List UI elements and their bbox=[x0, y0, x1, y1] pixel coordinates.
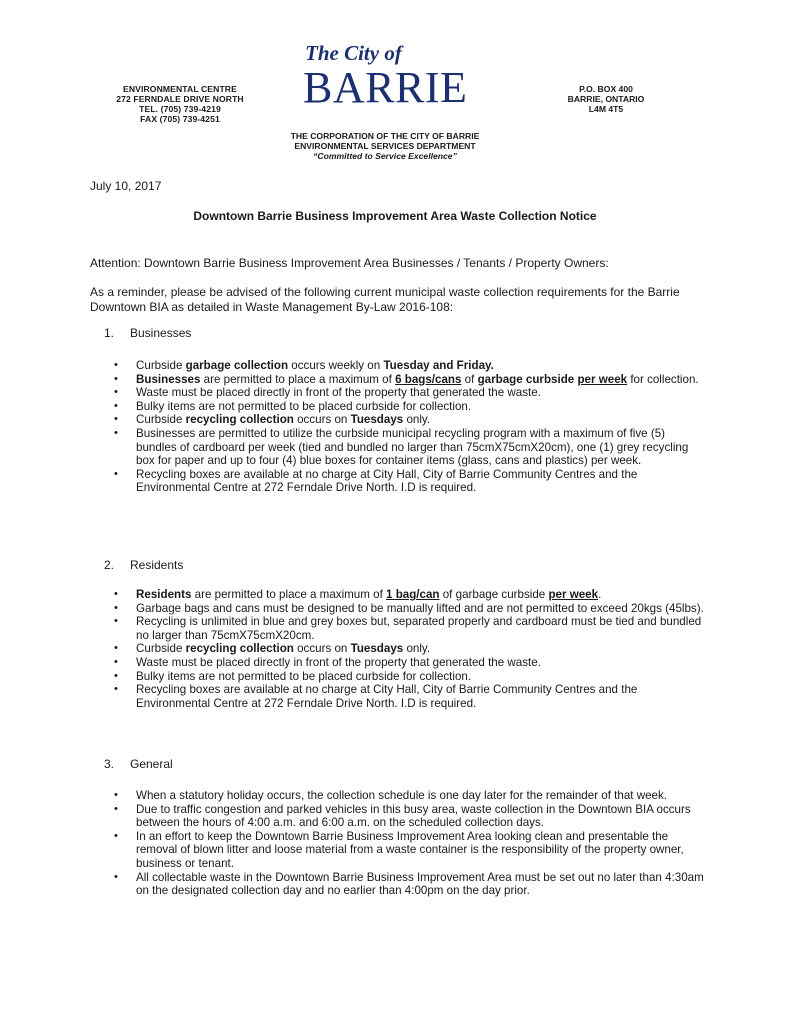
logo-the-city-of: The City of bbox=[305, 41, 402, 65]
list-item-text: All collectable waste in the Downtown Barrie Business Improvement Area must be set out no later than 4:30am on the designated collection day and no earlier than 4:00pm on the day prior. bbox=[136, 870, 704, 898]
list-item bbox=[114, 642, 704, 656]
list-item-text: Bulky items are not permitted to be placed curbside for collection. bbox=[136, 399, 472, 413]
list-item bbox=[114, 602, 704, 616]
list-item bbox=[114, 468, 704, 495]
list-item-text: . bbox=[598, 588, 602, 601]
bullet-glyph: • bbox=[114, 802, 118, 815]
list-item bbox=[114, 656, 704, 670]
address-line: ENVIRONMENTAL CENTRE bbox=[123, 84, 237, 94]
list-item bbox=[114, 803, 704, 830]
bullet-glyph: • bbox=[114, 386, 118, 399]
list-item-text: are permitted to place a maximum of bbox=[200, 372, 396, 386]
section-number: 3. bbox=[104, 757, 115, 771]
list-item bbox=[114, 830, 704, 871]
po-box-address bbox=[548, 84, 664, 114]
businesses-list bbox=[114, 359, 704, 495]
list-item-text: Tuesdays bbox=[350, 642, 404, 656]
list-item bbox=[114, 683, 704, 710]
address-line: P.O. BOX 400 bbox=[579, 84, 633, 94]
bullet-glyph: • bbox=[114, 413, 118, 426]
section-heading bbox=[104, 558, 183, 572]
logo-barrie: BARRIE bbox=[303, 63, 468, 112]
address-line: TEL. (705) 739-4219 bbox=[139, 104, 221, 114]
list-item bbox=[114, 588, 704, 602]
list-item-text: Businesses are permitted to utilize the curbside municipal recycling program with a maximum of five (5) bundles of cardboard per week (tied and bundled no larger than 75cmX75cmX20cm), one (1) grey recycling box for paper and up to four (4) blue boxes for container items (glass, cans and plastics) per week. bbox=[136, 426, 689, 468]
list-item-text: Waste must be placed directly in front of the property that generated the waste. bbox=[136, 386, 541, 400]
list-item bbox=[114, 400, 704, 414]
section-heading bbox=[104, 326, 191, 340]
list-item-text: Recycling boxes are available at no charge at City Hall, City of Barrie Community Centres and the Environmental Centre at 272 Ferndale Drive North. I.D is required. bbox=[136, 683, 638, 710]
list-item bbox=[114, 413, 704, 427]
notice-title: Downtown Barrie Business Improvement Area Waste Collection Notice bbox=[193, 209, 597, 223]
list-item-text: only. bbox=[403, 642, 431, 656]
list-item-text: 1 bag/can bbox=[386, 588, 440, 601]
residents-list bbox=[114, 588, 704, 710]
list-item-text: Curbside bbox=[136, 642, 186, 656]
section-title: General bbox=[130, 757, 173, 771]
list-item-text: Businesses bbox=[136, 372, 201, 386]
list-item bbox=[114, 789, 704, 803]
corporation-line: THE CORPORATION OF THE CITY OF BARRIE bbox=[290, 131, 480, 141]
bullet-glyph: • bbox=[114, 467, 118, 480]
list-item-text: Waste must be placed directly in front of the property that generated the waste. bbox=[136, 655, 541, 669]
list-item-text: Curbside bbox=[136, 413, 186, 427]
list-item-text: Residents bbox=[136, 588, 192, 601]
address-line: L4M 4T5 bbox=[588, 104, 624, 114]
list-item-text: recycling collection bbox=[185, 642, 294, 656]
motto: “Committed to Service Excellence” bbox=[313, 151, 457, 161]
bullet-glyph: • bbox=[114, 669, 118, 682]
section-title: Residents bbox=[130, 558, 184, 572]
section-number: 2. bbox=[104, 558, 115, 572]
bullet-glyph: • bbox=[114, 601, 118, 614]
list-item-text: Recycling boxes are available at no charge at City Hall, City of Barrie Community Centres and the Environmental Centre at 272 Ferndale Drive North. I.D is required. bbox=[136, 467, 638, 495]
intro-paragraph: As a reminder, please be advised of the following current municipal waste collection requirements for the Barrie Downtown BIA as detailed in Waste Management By-Law 2016-108: bbox=[90, 285, 680, 314]
list-item-text: Due to traffic congestion and parked vehicles in this busy area, waste collection in the Downtown BIA occurs between the hours of 4:00 a.m. and 6:00 a.m. on the scheduled collection days. bbox=[136, 802, 691, 830]
bullet-glyph: • bbox=[114, 655, 118, 668]
list-item-text: recycling collection bbox=[185, 413, 294, 427]
department-heading bbox=[250, 131, 520, 161]
list-item-text: Bulky items are not permitted to be placed curbside for collection. bbox=[136, 669, 472, 683]
list-item-text: only. bbox=[403, 413, 431, 427]
list-item-text: When a statutory holiday occurs, the collection schedule is one day later for the remainder of that week. bbox=[136, 789, 668, 802]
bullet-glyph: • bbox=[114, 789, 118, 801]
bullet-glyph: • bbox=[114, 870, 118, 883]
bullet-glyph: • bbox=[114, 829, 118, 842]
list-item bbox=[114, 386, 704, 400]
list-item bbox=[114, 615, 704, 642]
list-item bbox=[114, 427, 704, 468]
list-item-text: Curbside bbox=[136, 359, 186, 372]
list-item-text: of garbage curbside bbox=[439, 588, 549, 601]
list-item-text: are permitted to place a maximum of bbox=[191, 588, 387, 601]
list-item bbox=[114, 871, 704, 898]
section-title: Businesses bbox=[130, 326, 192, 340]
attention-line: Attention: Downtown Barrie Business Improvement Area Businesses / Tenants / Property Owners: bbox=[90, 256, 609, 270]
list-item-text: garbage curbside bbox=[477, 372, 575, 386]
address-line: FAX (705) 739-4251 bbox=[140, 114, 220, 124]
bullet-glyph: • bbox=[114, 372, 118, 385]
general-list bbox=[114, 789, 704, 898]
address-line: 272 FERNDALE DRIVE NORTH bbox=[116, 94, 244, 104]
list-item bbox=[114, 373, 704, 387]
letter-date: July 10, 2017 bbox=[90, 179, 162, 193]
department-line: ENVIRONMENTAL SERVICES DEPARTMENT bbox=[294, 141, 476, 151]
list-item bbox=[114, 359, 704, 373]
address-line: BARRIE, ONTARIO bbox=[567, 94, 645, 104]
list-item-text: garbage collection bbox=[185, 359, 289, 372]
list-item-text: of bbox=[461, 372, 478, 386]
list-item-text: for collection. bbox=[627, 372, 699, 386]
list-item-text: In an effort to keep the Downtown Barrie Business Improvement Area looking clean and presentable the removal of blown litter and loose material from a waste container is the responsibility of the property owner, business or tenant. bbox=[136, 829, 684, 870]
list-item-text: Tuesday and Friday. bbox=[383, 359, 494, 372]
bullet-glyph: • bbox=[114, 683, 118, 696]
bullet-glyph: • bbox=[114, 426, 118, 439]
environmental-centre-address bbox=[90, 84, 270, 124]
list-item-text: Tuesdays bbox=[350, 413, 404, 427]
bullet-glyph: • bbox=[114, 359, 118, 371]
bullet-glyph: • bbox=[114, 642, 118, 655]
list-item-text: occurs on bbox=[293, 413, 351, 427]
list-item-text: occurs weekly on bbox=[288, 359, 384, 372]
section-number: 1. bbox=[104, 326, 115, 340]
list-item-text: Recycling is unlimited in blue and grey boxes but, separated properly and cardboard must be tied and bundled no larger than 75cmX75cmX20cm. bbox=[136, 615, 702, 642]
list-item-text: per week bbox=[548, 588, 599, 601]
bullet-glyph: • bbox=[114, 588, 118, 600]
city-of-barrie-logo bbox=[297, 40, 497, 110]
bullet-glyph: • bbox=[114, 615, 118, 628]
bullet-glyph: • bbox=[114, 399, 118, 412]
list-item-text: 6 bags/cans bbox=[395, 372, 462, 386]
list-item bbox=[114, 670, 704, 684]
list-item-text: per week bbox=[577, 372, 628, 386]
list-item-text: occurs on bbox=[293, 642, 351, 656]
list-item-text: Garbage bags and cans must be designed to be manually lifted and are not permitted to exceed 20kgs (45lbs). bbox=[136, 601, 704, 615]
section-heading bbox=[104, 757, 173, 771]
